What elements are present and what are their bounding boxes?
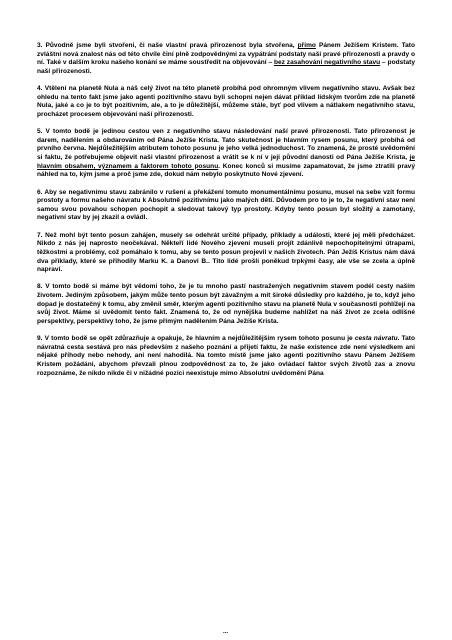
paragraph-p5 — [37, 128, 415, 180]
paragraph-text: 4. Vtělení na planetě Nula a náš celý život na této planetě probíhá pod ohromným vlivem negativního stavu. Avšak bez ohledu na tento fakt jsme jako agenti pozitivního stavu byli schopni nejen dávat příklad lidským tvorům zde na planetě Nula, jaké a co je to být pozitivním, ale, a to je důležitější, můžeme stále, byť pod vlivem a nátlakem negativního stavu, procházet procesem objevování naší přirozenosti. — [37, 85, 415, 118]
paragraph-text: – podstaty naší přirozenosti. — [37, 59, 415, 75]
paragraph-text: 9. V tomto bodě se opět zdůrazňuje a opakuje, že hlavním a nejdůležitějším rysem tohoto posunu je — [37, 335, 355, 343]
paragraph-p4 — [37, 85, 415, 120]
paragraph-p8 — [37, 283, 415, 326]
paragraph-text: 8. V tomto bodě si máme být vědomi toho, že je tu mnoho pastí nastražených negativním stavem podél cesty naším životem. Jediným způsobem, jakým může tento posun být závažným a mít široké důsledky pro každého, je to, když jeho dopad je dostatečný k tomu, aby změnil směr, kterým agenti pozitivního stavu na planetě Nula v současnosti pohlížejí na svůj život. Máme si uvědomit tento fakt. Znamená to, že od nynějška budeme nahlížet na náš život ze zcela odlišné perspektivy, perspektivy toho, že jsme přímým nadělením Pána Ježíše Krista. — [37, 283, 415, 325]
paragraph-p7 — [37, 232, 415, 275]
text-column — [37, 42, 415, 378]
paragraph-text: 5. V tomto bodě je jedinou cestou ven z negativního stavu následování naší pravé přirozenosti. Tato přirozenost je darem, nadělením a obdarováním od Pána Ježíše Krista. Tato skutečnost je hlavním rysem posunu, který probíhá od prvního června. Nejdůležitějším atributem tohoto posunu je jeho velká jednoduchost. To znamená, že prosté uvědomění si faktu, že potřebujeme objevit naši vlastní přirozenost a vrátit se k ní v její původní danosti od Pána Ježíše Krista, — [37, 128, 415, 162]
paragraph-p6 — [37, 189, 415, 224]
paragraph-text: . Tato návratná cesta sestává pro nás především z našeho poznání a přijetí faktu, že naše existence zde není výsledkem ani nějaké příhody nebo nehody, ani není nahodilá. Na tomto místě jsme jako agenti pozitivního stavu Pánem Ježíšem Kristem požádáni, abychom převzali plnou zodpovědnost za to, že jako ovládací faktor svých životů zas a znovu rozpoznáme, že nikdo nikde či v nižádné pozici neexistuje mimo Absolutní uvědomění Pána — [37, 335, 415, 377]
continuation-mark: ... — [223, 629, 229, 635]
paragraph-text: 6. Aby se negativnímu stavu zabránilo v rušení a překážení tomuto monumentálnímu posunu, musel na sebe vzít formu prostoty a formu našeho návratu k Absolutně pozitivnímu jako malých dětí. Důvodem pro to je to, že negativní stav není samou svou povahou schopen pochopit a sledovat takový typ prostoty. Kdyby tento posun byl složitý a zamotaný, negativní stav by jej zkazil a ovládl. — [37, 188, 415, 222]
underlined-text: bez zasahování negativního stavu — [273, 59, 381, 67]
paragraph-text: . Konec konců si musíme zapamatovat, že jsme ztratili pravý náhled na to, kým jsme a proč jsme zde, dokud nám nebylo poskytnuto Nové zjevení. — [37, 162, 415, 179]
paragraph-text: Pánem Ježíšem Kristem. Tato zvláštní nová znalost nás od této chvíle činí plně zodpovědnými za vypátrání podstaty naší pravé přirozenosti a pravdy o ní. Také v dalším kroku našeho konání se máme soustředit na objevování – — [37, 42, 415, 67]
paragraph-p3 — [37, 42, 415, 77]
paragraph-p9 — [37, 335, 415, 378]
underlined-text: přímo — [297, 42, 316, 49]
underlined-text: je hlavním obsahem, významem a faktorem tohoto posunu — [37, 154, 415, 170]
paragraph-text: 7. Než mohl být tento posun zahájen, musely se odehrát určité případy, příklady a události, které jej měli předcházet. Nikdo z nás jej naprosto neočekával. Někteří lidé Nového zjevení museli projít zdánlivě nepochopitelnými útrapami, těžkostmi a problémy, což pomáhalo k tomu, aby se tento posun projevil v našich životech. Pán Ježíš Kristus nám dává dva příklady, které se přihodily Marku K. a Danovi B.. Tito lidé prošli poněkud trpkými časy, ale vše se zcela a úplně napraví. — [37, 231, 415, 274]
italic-text: cesta návratu — [354, 335, 398, 343]
paragraph-text: 3. Původně jsme byli stvořeni, či naše vlastní pravá přirozenost byla stvořena, — [37, 42, 298, 49]
